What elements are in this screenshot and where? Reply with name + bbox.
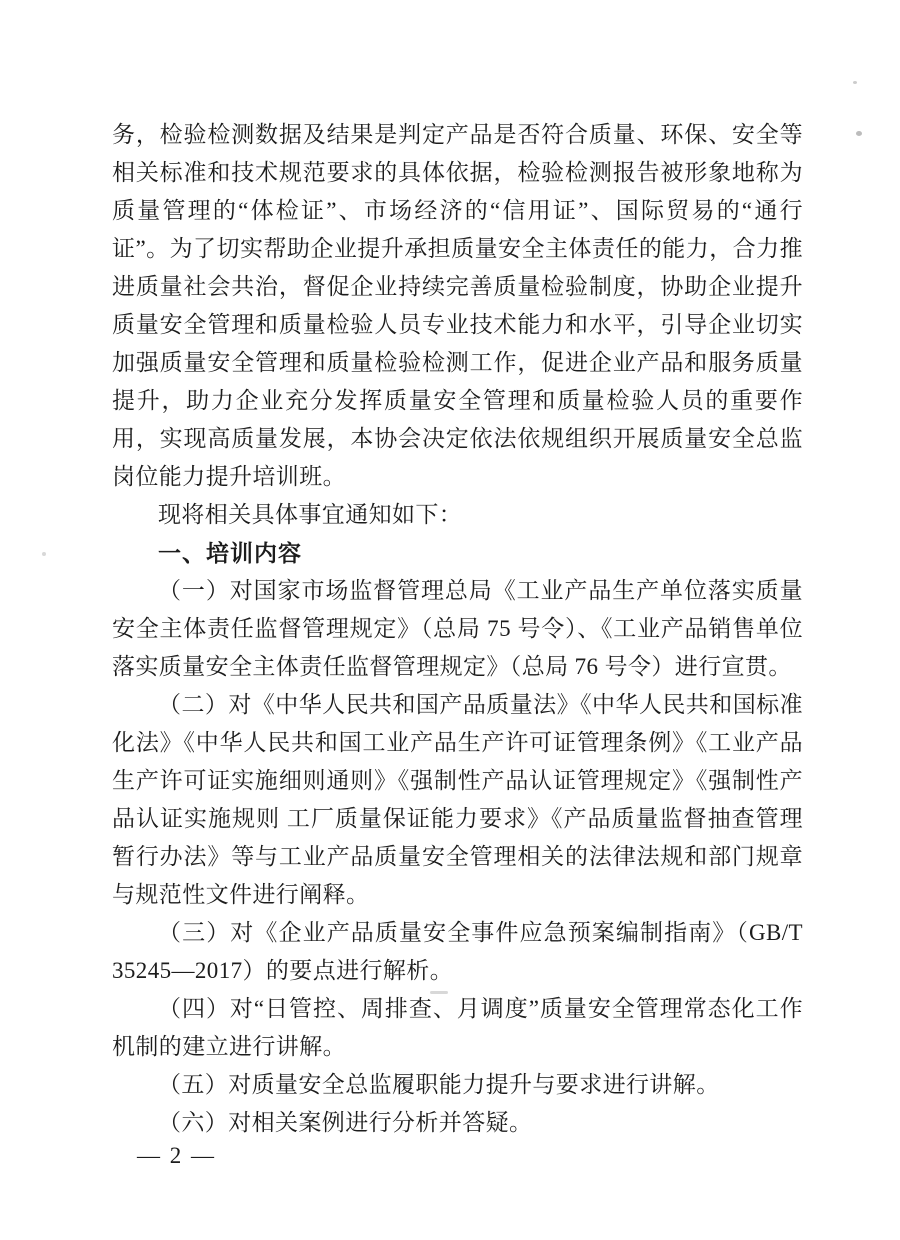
training-item-6: （六）对相关案例进行分析并答疑。 — [158, 1110, 533, 1135]
scan-speck — [853, 81, 857, 84]
section-heading-training-content: 一、培训内容 — [158, 540, 302, 566]
training-item-1: （一）对国家市场监督管理总局《工业产品生产单位落实质量安全主体责任监督管理规定》（总局 75 号令）、《工业产品销售单位落实质量安全主体责任监督管理规定》（总局 76 号令）进行宣贯。 — [112, 578, 803, 679]
page-number: — 2 — — [137, 1143, 216, 1168]
scan-speck — [430, 991, 448, 994]
training-item-4: （四）对“日管控、周排查、月调度”质量安全管理常态化工作机制的建立进行讲解。 — [112, 996, 803, 1059]
scan-speck — [856, 131, 862, 136]
document-body — [112, 116, 803, 1142]
paragraph-intro-continuation: 务，检验检测数据及结果是判定产品是否符合质量、环保、安全等相关标准和技术规范要求的具体依据，检验检测报告被形象地称为质量管理的“体检证”、市场经济的“信用证”、国际贸易的“通行证”。为了切实帮助企业提升承担质量安全主体责任的能力，合力推进质量社会共治，督促企业持续完善质量检验制度，协助企业提升质量安全管理和质量检验人员专业技术能力和水平，引导企业切实加强质量安全管理和质量检验检测工作，促进企业产品和服务质量提升，助力企业充分发挥质量安全管理和质量检验人员的重要作用，实现高质量发展，本协会决定依法依规组织开展质量安全总监岗位能力提升培训班。 — [112, 122, 803, 489]
training-item-2: （二）对《中华人民共和国产品质量法》《中华人民共和国标准化法》《中华人民共和国工业产品生产许可证管理条例》《工业产品生产许可证实施细则通则》《强制性产品认证管理规定》《强制性产品认证实施规则 工厂质量保证能力要求》《产品质量监督抽查管理暂行办法》等与工业产品质量安全管理相关的法律法规和部门规章与规范性文件进行阐释。 — [112, 692, 803, 907]
scan-speck — [42, 552, 46, 556]
training-item-3: （三）对《企业产品质量安全事件应急预案编制指南》（GB/T 35245—2017）的要点进行解析。 — [112, 920, 803, 983]
paragraph-notice-lead: 现将相关具体事宜通知如下： — [158, 502, 463, 527]
training-item-5: （五）对质量安全总监履职能力提升与要求进行讲解。 — [158, 1072, 720, 1097]
